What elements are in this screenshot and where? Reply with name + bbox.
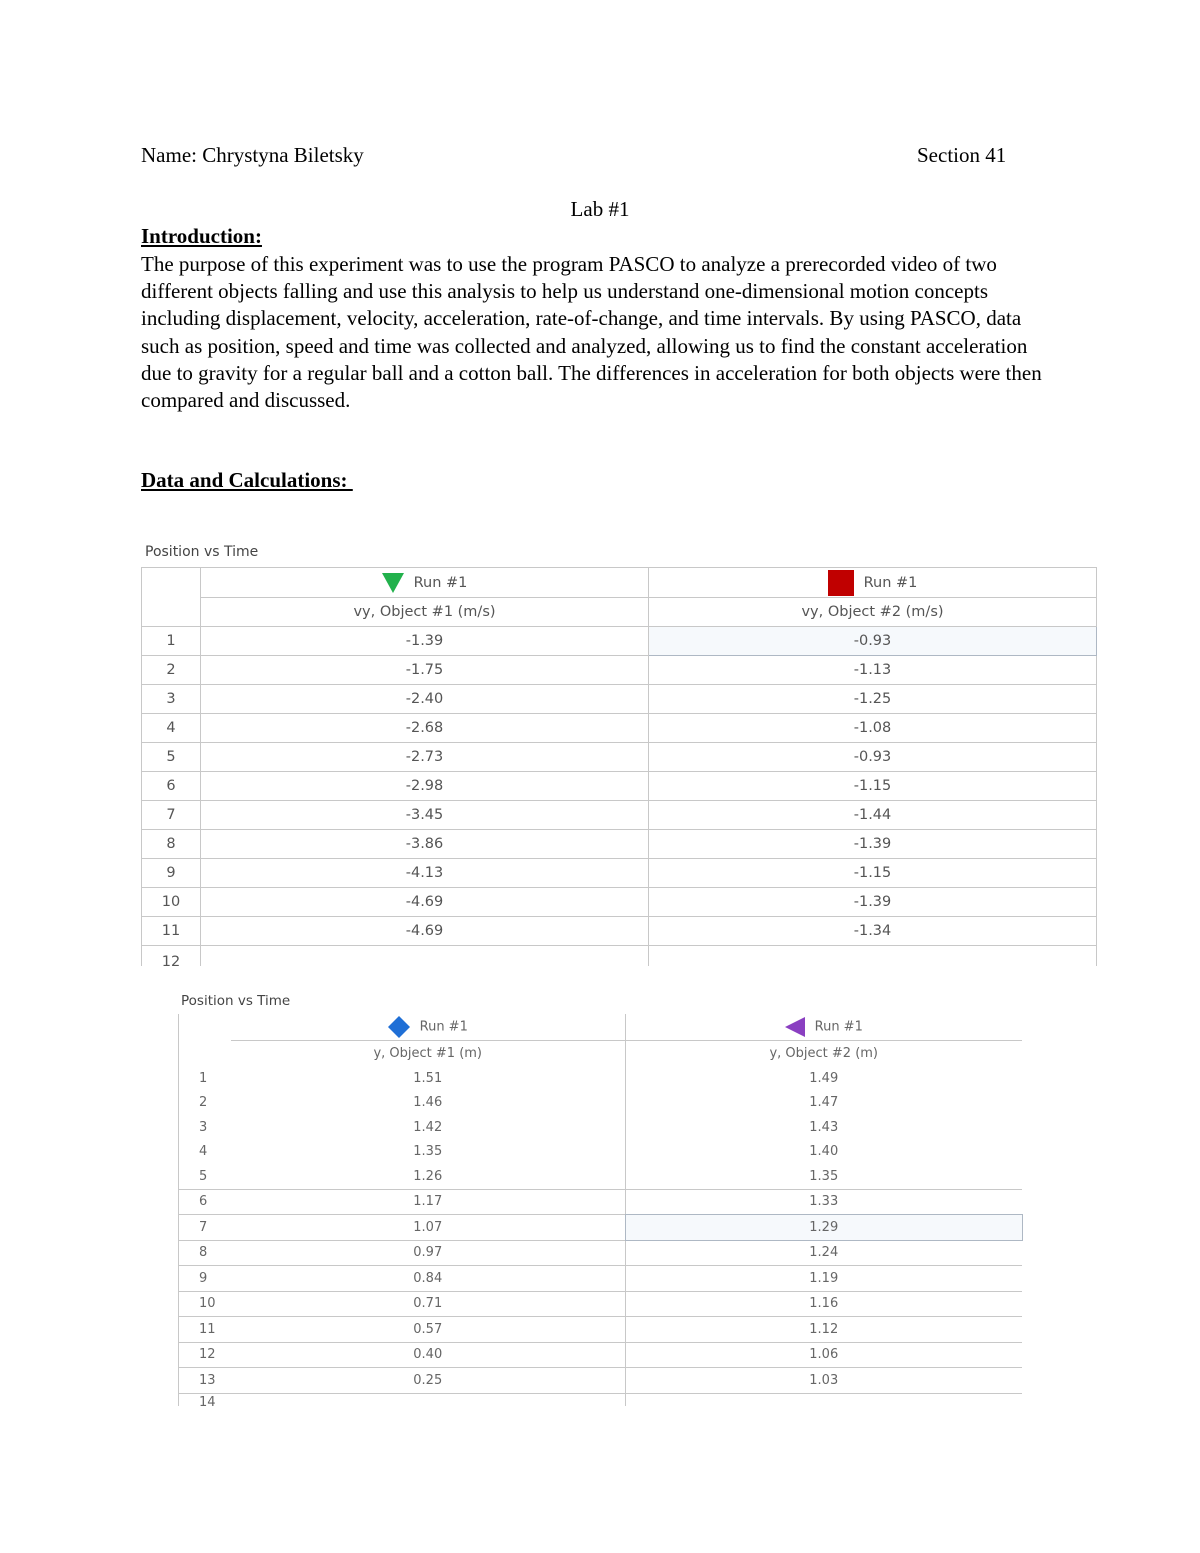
table-cell[interactable]: 1.26 — [231, 1164, 626, 1189]
table-row — [179, 1140, 1022, 1165]
table-cell[interactable]: 0.97 — [231, 1240, 626, 1266]
table-cell[interactable]: 1.06 — [626, 1342, 1022, 1368]
row-number: 3 — [179, 1115, 231, 1140]
table-cell[interactable]: 1.42 — [231, 1115, 626, 1140]
row-number: 10 — [179, 1291, 231, 1317]
row-number: 13 — [179, 1368, 231, 1394]
table-cell[interactable]: -4.69 — [201, 917, 649, 946]
table-cell[interactable]: 1.24 — [626, 1240, 1022, 1266]
table-cell[interactable]: 0.57 — [231, 1317, 626, 1343]
run-header-object-1[interactable] — [231, 1014, 626, 1041]
table-row — [142, 656, 1097, 685]
velocity-table-title: Position vs Time — [145, 544, 259, 560]
column-header-vy-object-2[interactable]: vy, Object #2 (m/s) — [649, 598, 1097, 627]
table-cell[interactable]: -1.34 — [649, 917, 1097, 946]
row-number: 2 — [142, 656, 201, 685]
table-cell[interactable]: -3.86 — [201, 830, 649, 859]
position-table-screenshot — [178, 990, 1021, 1411]
column-header-y-object-1[interactable]: y, Object #1 (m) — [231, 1041, 626, 1067]
section-number: Section 41 — [917, 143, 1007, 167]
selected-table-cell[interactable]: -0.93 — [649, 627, 1097, 656]
table-cell[interactable]: -1.39 — [649, 830, 1097, 859]
table-cell[interactable]: 0.40 — [231, 1342, 626, 1368]
table-cell[interactable]: 1.46 — [231, 1091, 626, 1116]
table-row — [179, 1066, 1022, 1091]
table-row — [179, 1317, 1022, 1343]
row-number: 5 — [142, 743, 201, 772]
table-row-partial — [179, 1393, 1022, 1406]
introduction-body: The purpose of this experiment was to use the program PASCO to analyze a prerecorded video of two different objects falling and use this analysis to help us understand one-dimensional motion concepts including displacement, velocity, acceleration, rate-of-change, and time intervals. By using PASCO, data such as position, speed and time was collected and analyzed, allowing us to find the constant acceleration due to gravity for a regular ball and a cotton ball. The differences in acceleration for both objects were then compared and discussed. — [141, 252, 1042, 413]
table-row — [179, 1091, 1022, 1116]
table-cell[interactable]: 0.71 — [231, 1291, 626, 1317]
table-cell[interactable]: -1.15 — [649, 859, 1097, 888]
table-cell[interactable]: 1.40 — [809, 1144, 839, 1160]
table-cell[interactable] — [649, 946, 1097, 967]
row-number: 2 — [179, 1091, 231, 1116]
table-cell[interactable]: 1.03 — [626, 1368, 1022, 1394]
row-number: 12 — [179, 1342, 231, 1368]
table-row — [142, 627, 1097, 656]
table-row — [179, 1215, 1022, 1241]
run-header-object-2[interactable] — [649, 568, 1097, 598]
row-number: 14 — [179, 1393, 231, 1406]
table-cell[interactable]: 1.17 — [231, 1189, 626, 1215]
data-calculations-heading: Data and Calculations: — [141, 468, 353, 492]
row-number: 4 — [142, 714, 201, 743]
table-cell[interactable]: 1.07 — [231, 1215, 626, 1241]
table-row — [142, 714, 1097, 743]
table-row — [142, 830, 1097, 859]
row-number: 1 — [179, 1066, 231, 1091]
velocity-table-screenshot — [141, 540, 1096, 970]
position-table-title: Position vs Time — [181, 993, 291, 1009]
row-number: 6 — [142, 772, 201, 801]
row-number: 8 — [142, 830, 201, 859]
table-row — [142, 743, 1097, 772]
row-number: 7 — [142, 801, 201, 830]
row-number: 11 — [179, 1317, 231, 1343]
table-cell[interactable]: 0.25 — [231, 1368, 626, 1394]
green-triangle-down-icon — [382, 573, 404, 593]
table-cell[interactable]: 1.49 — [809, 1070, 839, 1086]
table-cell[interactable]: 1.43 — [809, 1119, 839, 1135]
table-cell[interactable]: -1.08 — [649, 714, 1097, 743]
table-cell[interactable] — [626, 1393, 1022, 1406]
table-row — [179, 1368, 1022, 1394]
blue-diamond-icon — [388, 1016, 410, 1038]
table-cell[interactable]: -0.93 — [649, 743, 1097, 772]
table-row — [179, 1164, 1022, 1189]
run-label: Run #1 — [413, 574, 468, 591]
row-number-header — [142, 568, 201, 627]
introduction-heading: Introduction: — [141, 224, 262, 248]
table-row — [179, 1115, 1022, 1140]
row-number-header — [179, 1041, 231, 1067]
table-cell[interactable] — [201, 946, 649, 967]
table-cell[interactable]: -2.68 — [201, 714, 649, 743]
table-row-partial — [142, 946, 1097, 967]
table-cell[interactable]: -1.39 — [649, 888, 1097, 917]
table-cell[interactable]: -4.69 — [201, 888, 649, 917]
table-cell[interactable]: -4.13 — [201, 859, 649, 888]
table-cell[interactable]: 1.33 — [626, 1189, 1022, 1215]
row-number: 1 — [142, 627, 201, 656]
table-cell[interactable]: 1.51 — [231, 1066, 626, 1091]
table-row — [179, 1189, 1022, 1215]
table-cell[interactable]: -1.25 — [649, 685, 1097, 714]
table-row — [142, 888, 1097, 917]
table-cell[interactable]: -1.13 — [649, 656, 1097, 685]
row-number: 12 — [142, 946, 201, 967]
row-number: 8 — [179, 1240, 231, 1266]
table-row — [142, 917, 1097, 946]
run-header-object-2[interactable] — [626, 1014, 1022, 1041]
table-row — [179, 1291, 1022, 1317]
table-cell[interactable]: 1.12 — [626, 1317, 1022, 1343]
table-cell[interactable] — [231, 1393, 626, 1406]
row-number: 6 — [179, 1189, 231, 1215]
table-cell[interactable]: -2.40 — [201, 685, 649, 714]
red-square-icon — [828, 570, 854, 596]
column-header-vy-object-1[interactable]: vy, Object #1 (m/s) — [201, 598, 649, 627]
table-cell[interactable]: -2.98 — [201, 772, 649, 801]
table-cell[interactable]: -1.75 — [201, 656, 649, 685]
table-row — [179, 1240, 1022, 1266]
row-number: 3 — [142, 685, 201, 714]
table-row — [179, 1342, 1022, 1368]
row-number: 9 — [142, 859, 201, 888]
velocity-table — [141, 567, 1097, 970]
position-table — [178, 1014, 1022, 1410]
row-number: 4 — [179, 1140, 231, 1165]
row-number: 11 — [142, 917, 201, 946]
table-row — [142, 772, 1097, 801]
table-cell[interactable]: -1.15 — [649, 772, 1097, 801]
table-cell[interactable]: -2.73 — [201, 743, 649, 772]
selected-table-cell[interactable]: 1.29 — [626, 1215, 1022, 1241]
table-cell[interactable]: 0.84 — [231, 1266, 626, 1292]
run-label: Run #1 — [863, 574, 918, 591]
table-cell[interactable]: 1.35 — [626, 1164, 1022, 1189]
run-header-object-1[interactable] — [201, 568, 649, 598]
row-number: 7 — [179, 1215, 231, 1241]
table-row — [142, 685, 1097, 714]
purple-triangle-left-icon — [785, 1017, 805, 1037]
row-number: 5 — [179, 1164, 231, 1189]
row-number: 10 — [142, 888, 201, 917]
row-number-header — [179, 1014, 231, 1041]
lab-title: Lab #1 — [570, 197, 630, 221]
column-header-y-object-2[interactable]: y, Object #2 (m) — [626, 1041, 1022, 1067]
table-cell[interactable]: 1.16 — [626, 1291, 1022, 1317]
table-row — [179, 1266, 1022, 1292]
table-row — [142, 801, 1097, 830]
table-cell[interactable]: -3.45 — [201, 801, 649, 830]
table-cell[interactable]: 1.19 — [626, 1266, 1022, 1292]
student-name: Name: Chrystyna Biletsky — [141, 143, 364, 167]
table-cell[interactable]: 1.47 — [809, 1095, 839, 1111]
table-row — [142, 859, 1097, 888]
table-cell[interactable]: -1.44 — [649, 801, 1097, 830]
run-label: Run #1 — [419, 1019, 468, 1035]
table-cell[interactable]: 1.35 — [231, 1140, 626, 1165]
run-label: Run #1 — [814, 1019, 863, 1035]
table-cell[interactable]: -1.39 — [201, 627, 649, 656]
row-number: 9 — [179, 1266, 231, 1292]
